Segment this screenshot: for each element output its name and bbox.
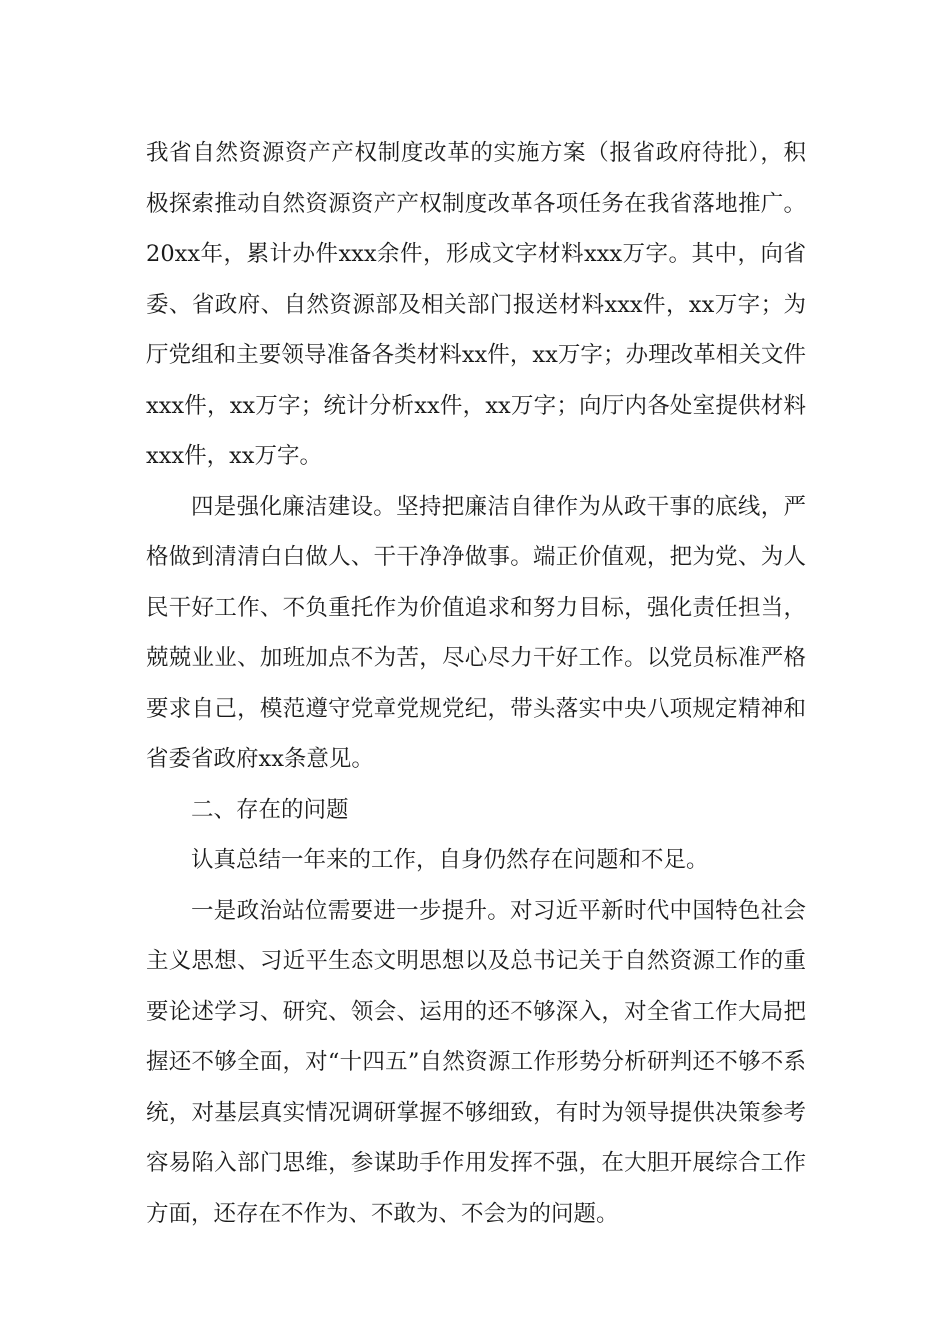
- paragraph-political-standing: 一是政治站位需要进一步提升。对习近平新时代中国特色社会主义思想、习近平生态文明思想以及总书记关于自然资源工作的重要论述学习、研究、领会、运用的还不够深入，对全省工作大局把握还不够全面，对“十四五”自然资源工作形势分析研判还不够不系统，对基层真实情况调研掌握不够细致，有时为领导提供决策参考容易陷入部门思维，参谋助手作用发挥不强，在大胆开展综合工作方面，还存在不作为、不敢为、不会为的问题。: [146, 897, 806, 1227]
- paragraph-summary: 认真总结一年来的工作，自身仍然存在问题和不足。: [191, 847, 709, 873]
- paragraph-continuation: 我省自然资源资产产权制度改革的实施方案（报省政府待批），积极探索推动自然资源资产产权制度改革各项任务在我省落地推广。20xx年，累计办件xxx余件，形成文字材料xxx万字。其中，向省委、省政府、自然资源部及相关部门报送材料xxx件，xx万字；为厅党组和主要领导准备各类材料xx件，xx万字；办理改革相关文件xxx件，xx万字；统计分析xx件，xx万字；向厅内各处室提供材料xxx件，xx万字。: [146, 140, 806, 469]
- paragraph-integrity: 四是强化廉洁建设。坚持把廉洁自律作为从政干事的底线，严格做到清清白白做人、干干净净做事。端正价值观，把为党、为人民干好工作、不负重托作为价值追求和努力目标，强化责任担当，兢兢业业、加班加点不为苦，尽心尽力干好工作。以党员标准严格要求自己，模范遵守党章党规党纪，带头落实中央八项规定精神和省委省政府xx条意见。: [146, 493, 806, 772]
- section-heading-problems: 二、存在的问题: [191, 796, 349, 823]
- document-body: [146, 128, 806, 1239]
